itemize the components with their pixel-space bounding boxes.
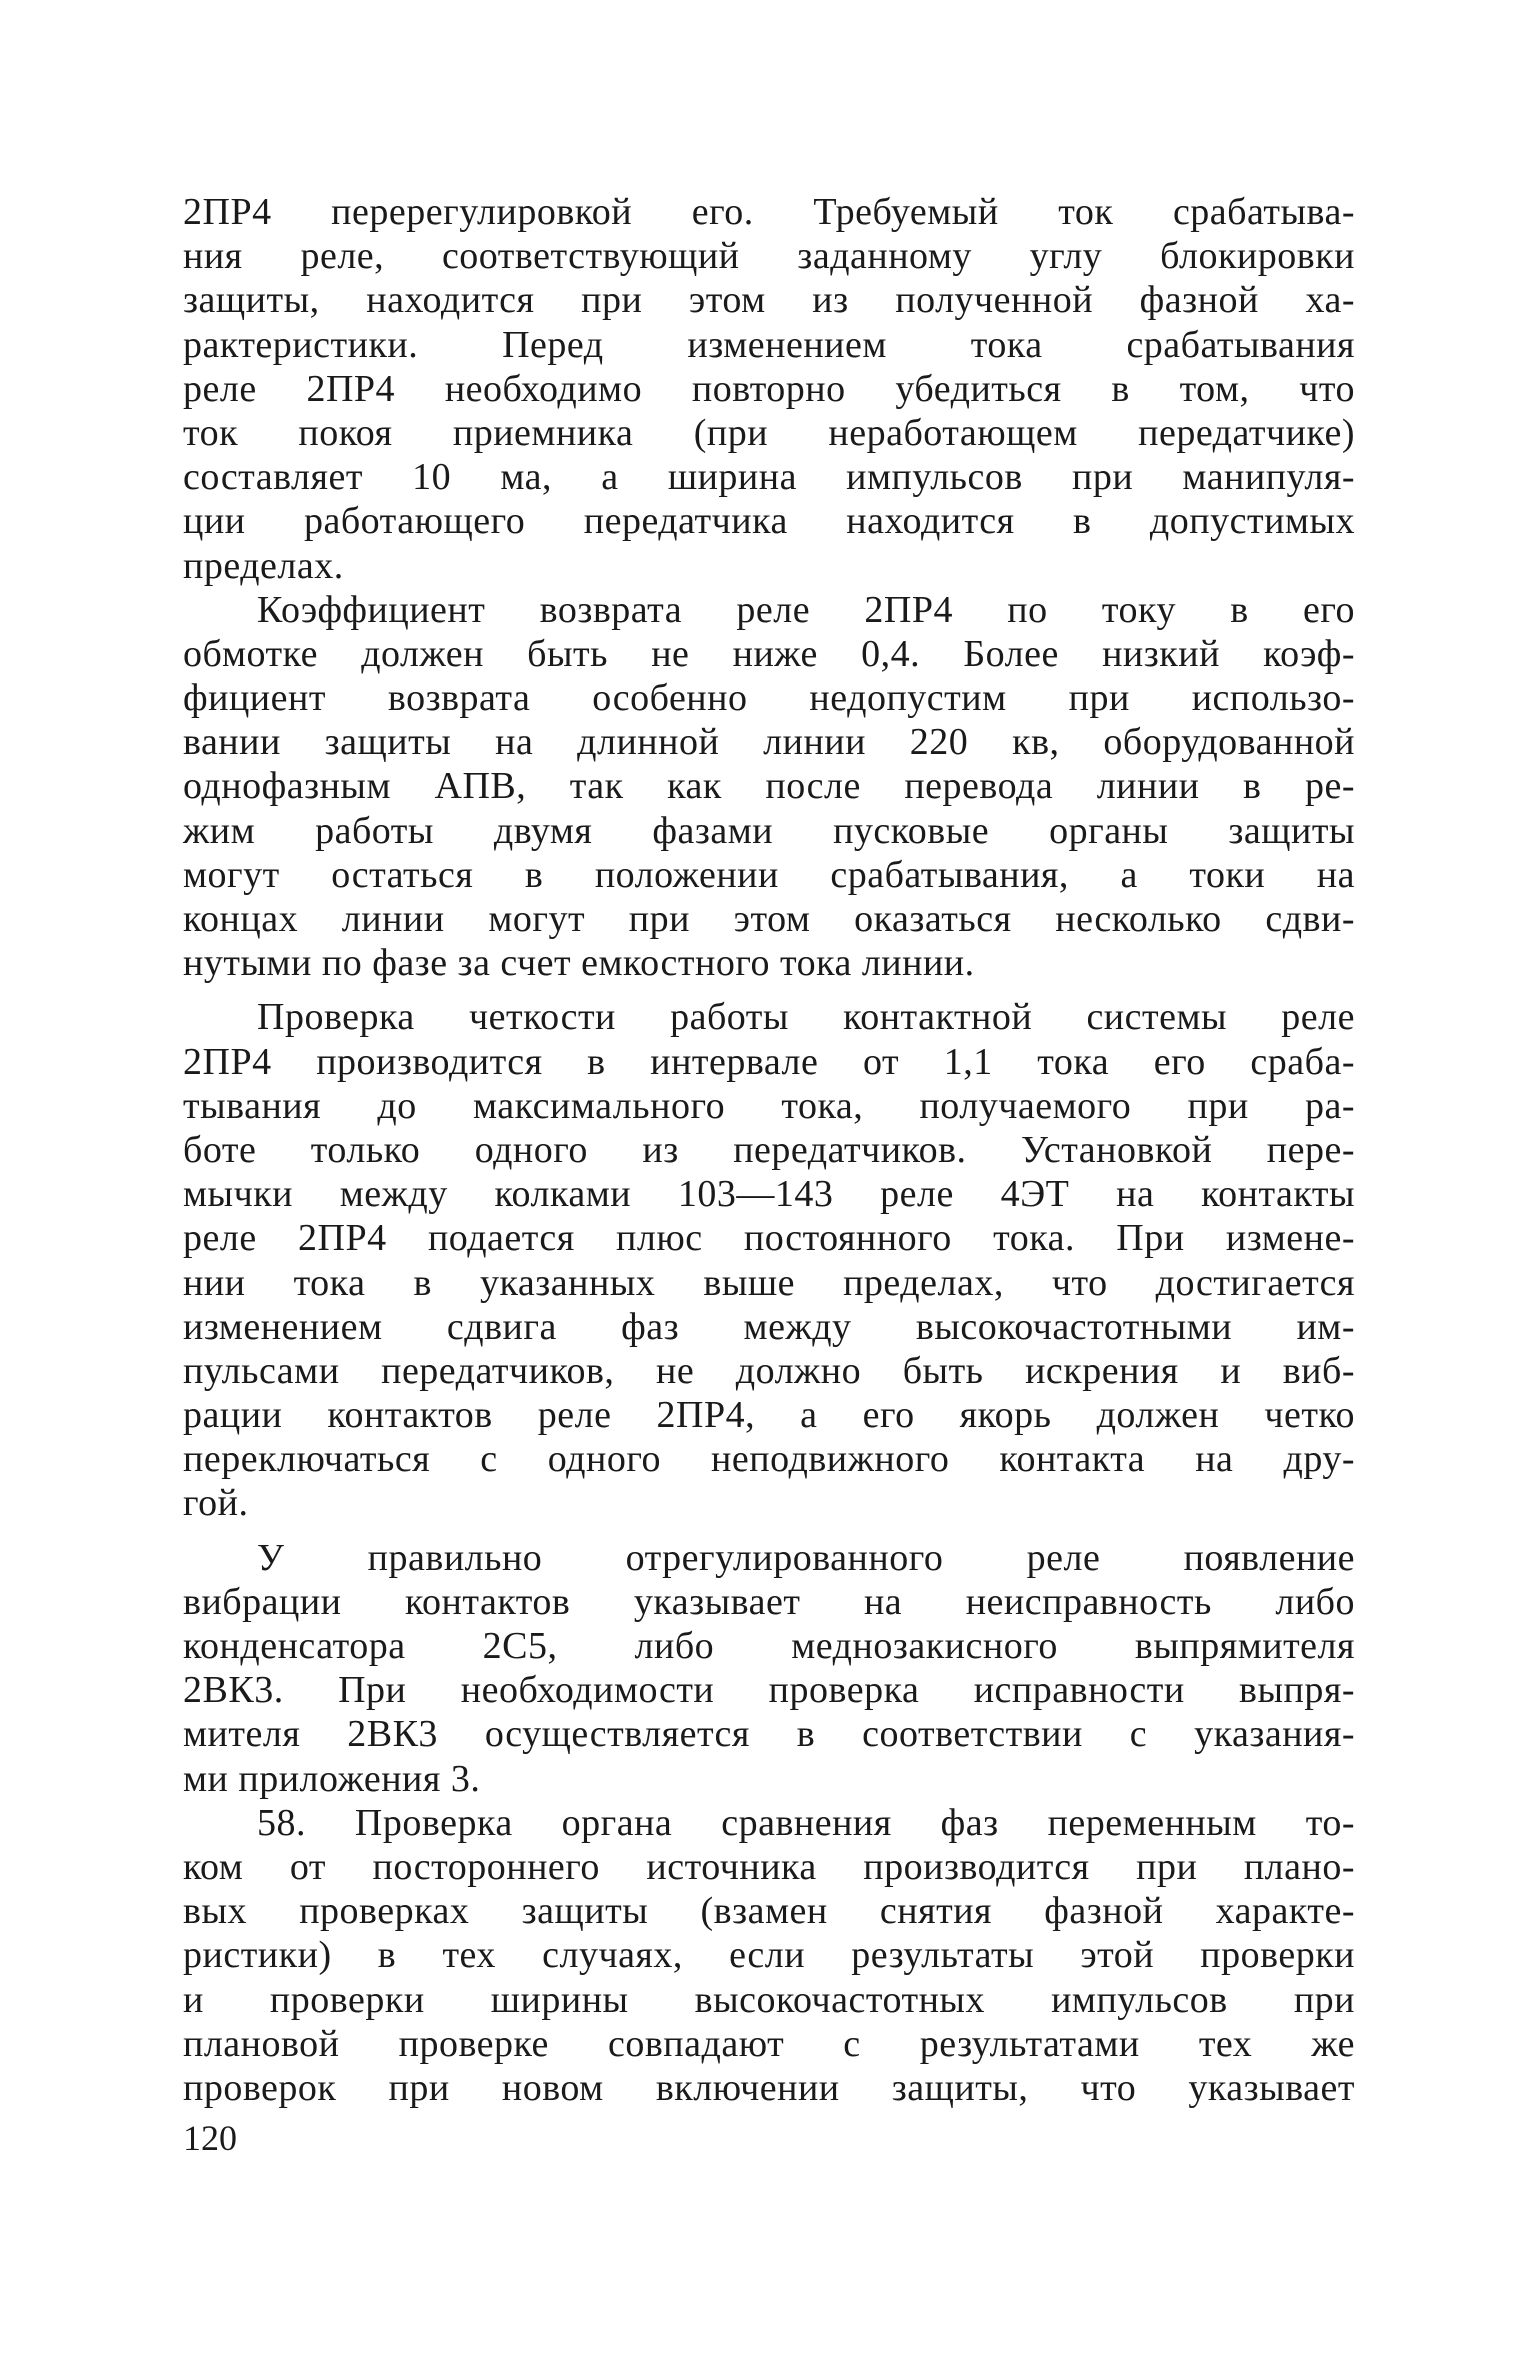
- text-line: 58. Проверка органа сравнения фаз переменным то-: [257, 1801, 1355, 1844]
- paragraph-3: [183, 995, 1355, 1525]
- text-line: пульсами передатчиков, не должно быть искрения и виб-: [183, 1349, 1355, 1392]
- paragraph-5: [183, 1801, 1355, 2110]
- text-line: пределах.: [183, 544, 344, 587]
- text-line: 2ПР4 перерегулировкой его. Требуемый ток срабатыва-: [183, 191, 1355, 233]
- text-line: реле 2ПР4 подается плюс постоянного тока. При измене-: [183, 1217, 1355, 1260]
- text-line: реле 2ПР4 необходимо повторно убедиться в том, что: [183, 367, 1355, 410]
- paragraph-4: [183, 1536, 1355, 1801]
- text-line: ми приложения 3.: [183, 1757, 481, 1800]
- text-line: составляет 10 ма, а ширина импульсов при манипуля-: [183, 456, 1355, 499]
- text-line: мычки между колками 103—143 реле 4ЭТ на контакты: [183, 1173, 1355, 1216]
- text-line: мителя 2ВК3 осуществляется в соответствии с указания-: [183, 1713, 1355, 1756]
- text-line: ристики) в тех случаях, если результаты этой проверки: [183, 1934, 1355, 1977]
- text-line: нутыми по фазе за счет емкостного тока линии.: [183, 942, 975, 985]
- text-line: 2ПР4 производится в интервале от 1,1 тока его сраба-: [183, 1040, 1355, 1083]
- text-line: конденсатора 2С5, либо меднозакисного выпрямителя: [183, 1625, 1355, 1667]
- text-line: вибрации контактов указывает на неисправность либо: [183, 1580, 1355, 1623]
- text-line: могут остаться в положении срабатывания, а токи на: [183, 853, 1355, 896]
- text-line: ния реле, соответствующий заданному углу блокировки: [183, 235, 1355, 278]
- text-line: ток покоя приемника (при неработающем передатчике): [183, 411, 1355, 454]
- text-line: фициент возврата особенно недопустим при использо-: [183, 677, 1355, 720]
- text-line: и проверки ширины высокочастотных импульсов при: [183, 1978, 1355, 2021]
- paragraph-2: [183, 588, 1355, 986]
- text-line: однофазным АПВ, так как после перевода линии в ре-: [183, 765, 1355, 808]
- text-line: Проверка четкости работы контактной системы реле: [257, 996, 1355, 1039]
- page-number: 120: [183, 2118, 237, 2158]
- text-line: защиты, находится при этом из полученной фазной ха-: [183, 279, 1355, 322]
- text-line: плановой проверке совпадают с результатами тех же: [183, 2022, 1355, 2065]
- text-line: ком от постороннего источника производится при плано-: [183, 1845, 1355, 1888]
- text-line: рактеристики. Перед изменением тока срабатывания: [183, 323, 1355, 366]
- text-line: нии тока в указанных выше пределах, что достигается: [183, 1261, 1355, 1304]
- text-line: обмотке должен быть не ниже 0,4. Более низкий коэф-: [183, 632, 1355, 675]
- text-line: вых проверках защиты (взамен снятия фазной характе-: [183, 1890, 1355, 1933]
- text-line: проверок при новом включении защиты, что указывает: [183, 2066, 1355, 2109]
- text-line: переключаться с одного неподвижного контакта на дру-: [183, 1438, 1355, 1481]
- text-line: изменением сдвига фаз между высокочастотными им-: [183, 1305, 1355, 1348]
- text-line: У правильно отрегулированного реле появление: [257, 1536, 1355, 1579]
- text-line: ции работающего передатчика находится в допустимых: [183, 500, 1355, 543]
- text-line: боте только одного из передатчиков. Установкой пере-: [183, 1128, 1355, 1171]
- text-line: гой.: [183, 1482, 249, 1525]
- document-page: [183, 190, 1355, 2110]
- text-line: рации контактов реле 2ПР4, а его якорь должен четко: [183, 1394, 1355, 1437]
- text-line: концах линии могут при этом оказаться несколько сдви-: [183, 898, 1355, 940]
- text-line: тывания до максимального тока, получаемого при ра-: [183, 1084, 1355, 1127]
- text-line: Коэффициент возврата реле 2ПР4 по току в его: [257, 588, 1355, 631]
- paragraph-1: [183, 190, 1355, 588]
- text-line: вании защиты на длинной линии 220 кв, оборудованной: [183, 721, 1355, 764]
- text-line: жим работы двумя фазами пусковые органы защиты: [183, 809, 1355, 852]
- text-line: 2ВК3. При необходимости проверка исправности выпря-: [183, 1669, 1355, 1712]
